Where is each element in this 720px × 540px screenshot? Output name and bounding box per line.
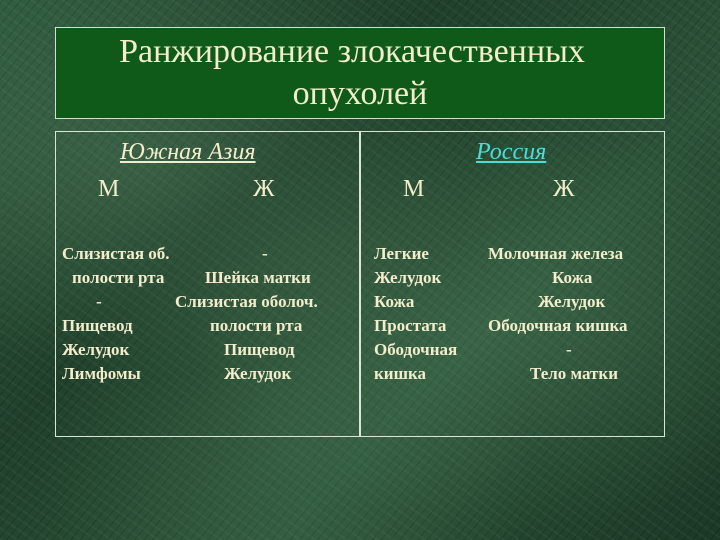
asia-heading: Южная Азия: [120, 139, 256, 165]
asia-male-item: Слизистая об.: [62, 244, 170, 263]
russia-female-item: Ободочная кишка: [488, 316, 628, 335]
asia-male-header: М: [98, 176, 120, 202]
asia-female-item: -: [262, 244, 268, 263]
russia-male-item: Легкие: [374, 244, 429, 263]
asia-male-item: Желудок: [62, 340, 130, 359]
asia-female-item: Шейка матки: [205, 268, 311, 287]
asia-female-item: Желудок: [224, 364, 292, 383]
asia-male-item: Пищевод: [62, 316, 133, 335]
title-box: [55, 27, 665, 119]
russia-female-item: Тело матки: [530, 364, 618, 383]
asia-female-item: Пищевод: [224, 340, 295, 359]
asia-female-item: Слизистая оболоч.: [175, 292, 318, 311]
russia-female-item: -: [566, 340, 572, 359]
russia-male-item: Простата: [374, 316, 447, 335]
asia-female-header: Ж: [253, 176, 275, 202]
russia-male-item: Желудок: [374, 268, 442, 287]
asia-male-item: полости рта: [72, 268, 165, 287]
russia-female-item: Молочная железа: [488, 244, 624, 263]
russia-female-header: Ж: [553, 176, 575, 202]
title-line-1: Ранжирование злокачественных: [119, 33, 585, 70]
russia-male-item: Ободочная: [374, 340, 458, 359]
russia-female-item: Желудок: [538, 292, 606, 311]
russia-heading: Россия: [476, 139, 547, 165]
russia-male-header: М: [403, 176, 425, 202]
russia-male-item: кишка: [374, 364, 426, 383]
asia-male-item: -: [96, 292, 102, 311]
asia-female-item: полости рта: [210, 316, 303, 335]
russia-male-item: Кожа: [374, 292, 415, 311]
asia-male-item: Лимфомы: [62, 364, 141, 383]
russia-female-item: Кожа: [552, 268, 593, 287]
title-line-2: опухолей: [292, 75, 428, 112]
